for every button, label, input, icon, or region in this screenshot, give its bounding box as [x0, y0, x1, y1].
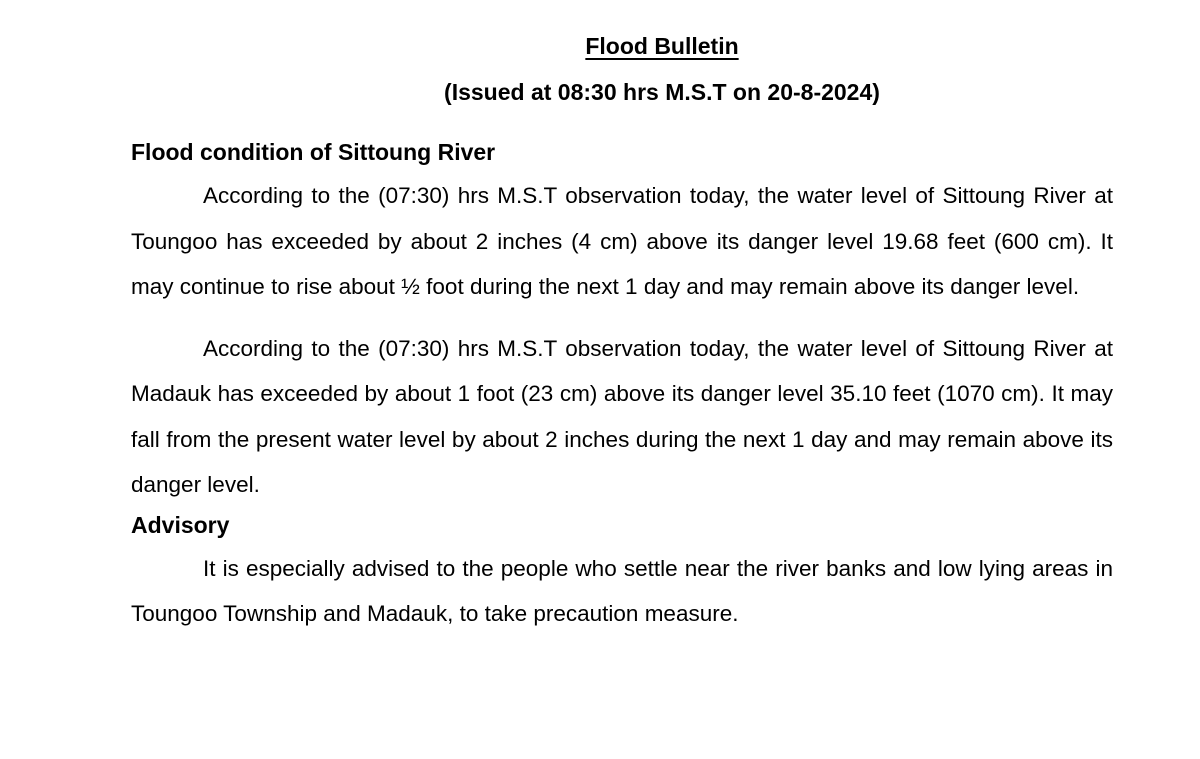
bulletin-header — [171, 26, 1153, 112]
advisory-paragraph: It is especially advised to the people who settle near the river banks and low lying areas in Toungoo Township and Madauk, to take precaution measure. — [131, 555, 1113, 626]
bulletin-page — [131, 26, 1113, 637]
toungoo-paragraph: According to the (07:30) hrs M.S.T observation today, the water level of Sittoung River at Toungoo has exceeded by about 2 inches (4 cm) above its danger level 19.68 feet (600 cm). It may continue to rise about ½ foot during the next 1 day and may remain above its danger level. — [131, 183, 1113, 299]
bulletin-title — [171, 26, 1153, 66]
advisory-heading: Advisory — [131, 511, 230, 538]
issued-timestamp: (Issued at 08:30 hrs M.S.T on 20-8-2024) — [444, 79, 880, 105]
bulletin-title-text: Flood Bulletin — [585, 33, 739, 59]
condition-heading: Flood condition of Sittoung River — [131, 139, 496, 165]
madauk-paragraph: According to the (07:30) hrs M.S.T observation today, the water level of Sittoung River at Madauk has exceeded by about 1 foot (23 cm) above its danger level 35.10 feet (1070 cm). It may fall from the present water level by about 2 inches during the next 1 day and may remain above its danger level. — [131, 335, 1113, 497]
